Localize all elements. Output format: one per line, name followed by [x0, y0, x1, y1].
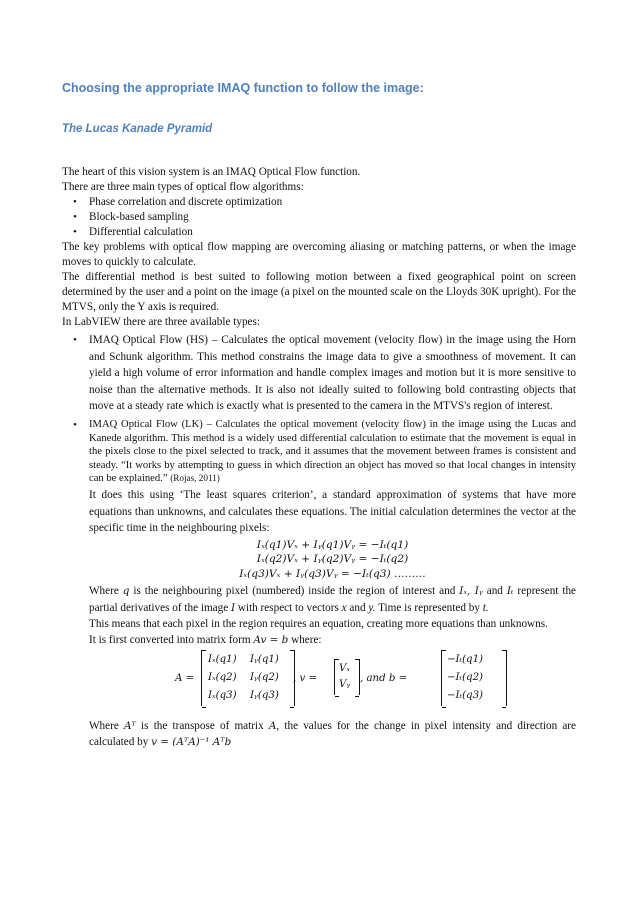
hs-description: IMAQ Optical Flow (HS) – Calculates the optical movement (velocity flow) in the image using the Horn and Schunk algorithm. This method constrains the image data to give a smoothness of movement. It can yield a high volume of error information and handle complex images and motion but it is more sensitive to noise than the alternative methods. It is also not ideally suited to following bold contrasting objects that move at a steady rate which is exactly what is presented to the camera in the MTVS's region of interest.: [89, 334, 576, 413]
matrix-a-cell: Iₓ(q3): [208, 689, 237, 701]
vector-v-cell: Vₓ: [339, 662, 350, 674]
intro-line-2: There are three main types of optical flow algorithms:: [62, 181, 304, 193]
symbol-a-transpose: Aᵀ: [124, 719, 136, 732]
vector-v-cell: Vᵧ: [339, 678, 351, 690]
matrix-intro-text: where:: [288, 634, 322, 647]
equation-2: Iₓ(q2)Vₓ + Iᵧ(q2)Vᵧ = −Iₜ(q2): [256, 553, 409, 566]
lk-detail: [62, 538, 576, 751]
matrix-definitions: [89, 650, 576, 708]
transpose-paragraph: [89, 718, 576, 751]
each-pixel-paragraph: This means that each pixel in the region requires an equation, creating more equations than unknowns.: [89, 618, 548, 631]
where-q-text: with respect to vectors: [235, 601, 342, 614]
matrix-a-cell: Iᵧ(q2): [250, 671, 279, 683]
matrix-a-cell: Iₓ(q1): [208, 653, 237, 665]
vector-b-cell: −Iₜ(q2): [447, 671, 484, 683]
where-q-text: and: [346, 601, 369, 614]
where-q-paragraph: [89, 583, 576, 616]
labview-paragraph: In LabVIEW there are three available types:: [62, 316, 260, 328]
where-q-text: represent the partial derivatives of the image: [89, 585, 577, 614]
symbol-y: y.: [368, 601, 376, 614]
symbol-t: t.: [482, 601, 489, 614]
where-q-text: Time is represented by: [375, 601, 483, 614]
intro-line-1: The heart of this vision system is an IMAQ Optical Flow function.: [62, 166, 361, 178]
document-body: [62, 165, 576, 751]
lk-citation: (Rojas, 2011): [170, 473, 220, 484]
vector-b-cell: −Iₜ(q3): [447, 689, 484, 701]
lk-description: IMAQ Optical Flow (LK) – Calculates the optical movement (velocity flow) in the image using the Lucas and Kanede algorithm. This method is a widely used differential calculation to estimate that the movement is equal in the pixels close to the pixel selected to track, and it assumes that the movement between frames is consistent and steady. “It works by attempting to guess in which direction an object has moved so that local changes in intensity can be explained.”: [89, 418, 576, 485]
matrix-a-cell: Iₓ(q2): [208, 671, 237, 683]
where-q-text: and: [482, 585, 507, 598]
vector-b-cell: −Iₜ(q1): [447, 653, 484, 665]
matrix-a-label: A =: [175, 672, 195, 684]
matrix-v-label: , v =: [293, 672, 318, 684]
matrix-equation: Av = b: [253, 634, 289, 647]
symbol-q: q: [122, 585, 130, 598]
list-item: • Differential calculation: [62, 225, 576, 240]
algorithm-list: [62, 195, 576, 240]
transpose-text: , the values for the change in pixel intensity and direction are calculated by: [89, 719, 576, 749]
matrix-intro: [89, 632, 576, 648]
key-problems-paragraph: The key problems with optical flow mapping are overcoming aliasing or matching patterns, or when the image moves to quickly to calculate.: [62, 241, 576, 268]
hs-list-item: [62, 332, 576, 415]
equation-3: Iₓ(q3)Vₓ + Iᵧ(q3)Vᵧ = −Iₜ(q3) ………: [239, 567, 426, 580]
velocity-formula: v = (AᵀA)⁻¹ Aᵀb: [151, 736, 232, 749]
differential-paragraph: The differential method is best suited to following motion between a fixed geographical point on screen determined by the user and a point on the image (a pixel on the mounted scale on the Lloyds 30K upright). For the MTVS, only the Y axis is required.: [62, 271, 576, 313]
page-heading: Choosing the appropriate IMAQ function to follow the image:: [62, 81, 424, 95]
matrix-a: [201, 650, 295, 706]
matrix-intro-text: It is first converted into matrix form: [89, 634, 254, 647]
matrix-a-cell: Iᵧ(q3): [250, 689, 279, 701]
matrix-a-cell: Iᵧ(q1): [250, 653, 279, 665]
equation-1: Iₓ(q1)Vₓ + Iᵧ(q1)Vᵧ = −Iₜ(q1): [256, 538, 409, 551]
vector-b-label: , and b =: [360, 672, 408, 684]
lk-least-squares: It does this using ‘The least squares criterion’, a standard approximation of systems that have more equations than unknowns, and calculates these equations. The initial calculation determines the vector at the specific time in the neighbouring pixels:: [89, 488, 576, 535]
where-q-text: Where: [89, 585, 123, 598]
list-item: • Phase correlation and discrete optimization: [62, 195, 576, 210]
symbol-it: Iₜ: [506, 585, 514, 598]
symbol-a: A: [268, 719, 277, 732]
symbol-x: x: [341, 601, 347, 614]
labview-types-list: [62, 332, 576, 537]
where-q-text: is the neighbouring pixel (numbered) inside the region of interest and: [129, 585, 460, 598]
transpose-text: Where: [89, 719, 124, 732]
list-item: • Block-based sampling: [62, 210, 576, 225]
transpose-text: is the transpose of matrix: [135, 719, 269, 732]
lk-list-item: [62, 418, 576, 537]
vector-b: [441, 650, 507, 706]
section-subheading: The Lucas Kanade Pyramid: [62, 123, 213, 135]
vector-v: [334, 659, 360, 695]
symbol-ix-iy: Iₓ, Iᵧ: [459, 585, 483, 598]
lk-description-block: [89, 418, 576, 486]
symbol-I: I: [230, 601, 236, 614]
equation-block: [89, 538, 576, 582]
